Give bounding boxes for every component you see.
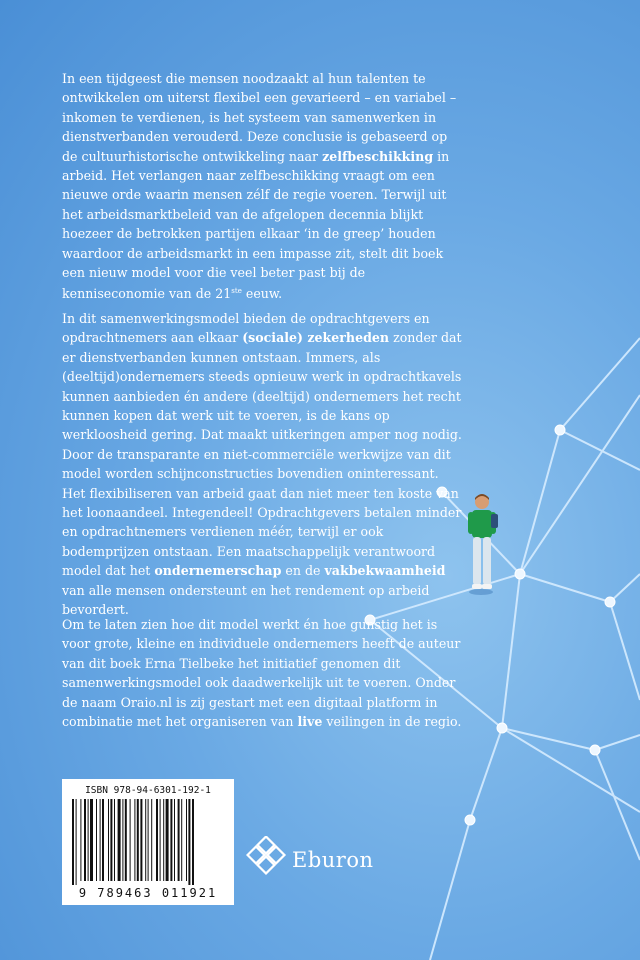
person-pants (473, 537, 481, 585)
barcode-bar (140, 799, 142, 881)
barcode-bar (96, 799, 97, 881)
back-cover-paragraph-1 (62, 69, 466, 304)
barcode-bar (137, 799, 139, 881)
barcode-bar (181, 799, 182, 881)
isbn-label: ISBN 978-94-6301-192-1 (85, 785, 211, 796)
text-run: eeuw. (241, 286, 283, 302)
barcode-bar (114, 799, 115, 881)
barcode-bar (88, 799, 89, 881)
barcode-bar (160, 799, 161, 881)
publisher-name: Eburon (292, 848, 374, 872)
barcode-bar (102, 799, 104, 881)
text-run: In dit samenwerkingsmodel bieden de opdrachtgevers en opdrachtnemers aan elkaar (62, 311, 430, 346)
barcode-bar (130, 799, 131, 881)
barcode-bar (122, 799, 123, 881)
person-shirt (472, 510, 492, 538)
barcode-bar (134, 799, 135, 881)
barcode-bar (76, 799, 77, 885)
publisher-logo (246, 836, 386, 892)
barcode-bar (188, 799, 190, 885)
barcode-bar (174, 799, 175, 881)
isbn-barcode (62, 779, 234, 905)
text-run: van alle mensen ondersteunt en het rendement op arbeid bevordert. (62, 582, 430, 618)
barcode-bar (118, 799, 121, 881)
barcode-bar (156, 799, 158, 881)
text-run: veilingen in de regio. (322, 714, 462, 730)
emphasis-ondernemerschap: ondernemerschap (154, 563, 282, 579)
network-node (555, 425, 565, 435)
text-run: en de (281, 563, 325, 579)
network-node (605, 597, 615, 607)
network-node (465, 815, 475, 825)
network-node (515, 569, 525, 579)
barcode-bars (70, 799, 226, 885)
network-node (497, 723, 507, 733)
barcode-bar (90, 799, 93, 881)
barcode-bar (148, 799, 149, 881)
barcode-bar (80, 799, 81, 881)
barcode-bar (145, 799, 146, 881)
text-run: In een tijdgeest die mensen noodzaakt al hun talenten te ontwikkelen om uiterst flexibel een gevarieerd – en variabel – inkomen te verdienen, is het systeem van samenwerken in dienstverbanden verouderd. Deze conclusie is gebaseerd op de cultuurhistorische ontwikkeling naar (62, 71, 457, 164)
superscript-ste: ste (231, 287, 242, 296)
emphasis-sociale-zekerheden: (sociale) zekerheden (242, 330, 390, 346)
text-run: zonder dat er dienstverbanden kunnen ontstaan. Immers, als (deeltijd)ondernemers steeds opnieuw werk in opdrachtkavels kunnen aanbieden én andere (deeltijd) ondernemers het recht kunnen kopen dat werk uit te voeren, is de kans op werkloosheid gering. Dat maakt uitkeringen amper nog nodig. Door de transparante en niet-commerciële werkwijze van dit model worden schijnconstructies bovendien oninteressant. Het flexibiliseren van arbeid gaat dan niet meer ten koste van het loonaandeel. Integendeel! Opdrachtgevers betalen minder en opdrachtnemers verdienen méér, terwijl er ook bodemprijzen ontstaan. Een maatschappelijk verantwoord model dat het (62, 330, 462, 579)
barcode-bar (186, 799, 187, 881)
emphasis-zelfbeschikking: zelfbeschikking (322, 148, 434, 164)
back-cover-paragraph-2 (62, 309, 466, 620)
barcode-bar (178, 799, 180, 881)
ean-digits: 9 789463 011921 (78, 886, 218, 900)
barcode-bar (170, 799, 172, 881)
barcode-bar (72, 799, 74, 885)
barcode-bar (108, 799, 109, 881)
barcode-bar (192, 799, 194, 885)
barcode-bar (84, 799, 86, 881)
emphasis-vakbekwaamheid: vakbekwaamheid (324, 563, 446, 579)
publisher-mark-icon (246, 836, 288, 878)
barcode-bar (163, 799, 164, 881)
network-node (590, 745, 600, 755)
barcode-bar (166, 799, 169, 881)
emphasis-live: live (297, 714, 323, 730)
barcode-bar (110, 799, 112, 881)
barcode-bar (151, 799, 152, 881)
barcode-bar (125, 799, 127, 881)
text-run: Om te laten zien hoe dit model werkt én hoe gunstig het is voor grote, kleine en individuele ondernemers heeft de auteur van dit boek Erna Tielbeke het initiatief genomen dit samenwerkingsmodel ook daadwerkelijk uit te voeren. Onder de naam Oraio.nl is zij gestart met een digitaal platform in combinatie met het organiseren van (62, 617, 461, 730)
barcode-bar (100, 799, 101, 881)
text-run: in arbeid. Het verlangen naar zelfbeschikking vraagt om een nieuwe orde waarin mensen zélf de regie voeren. Terwijl uit het arbeidsmarktbeleid van de afgelopen decennia blijkt hoezeer de betrokken partijen elkaar ‘in de greep’ houden waardoor de arbeidsmarkt in een impasse zit, stelt dit boek een nieuw model voor die veel beter past bij de kenniseconomie van de 21 (62, 148, 450, 302)
back-cover-paragraph-3 (62, 615, 466, 731)
